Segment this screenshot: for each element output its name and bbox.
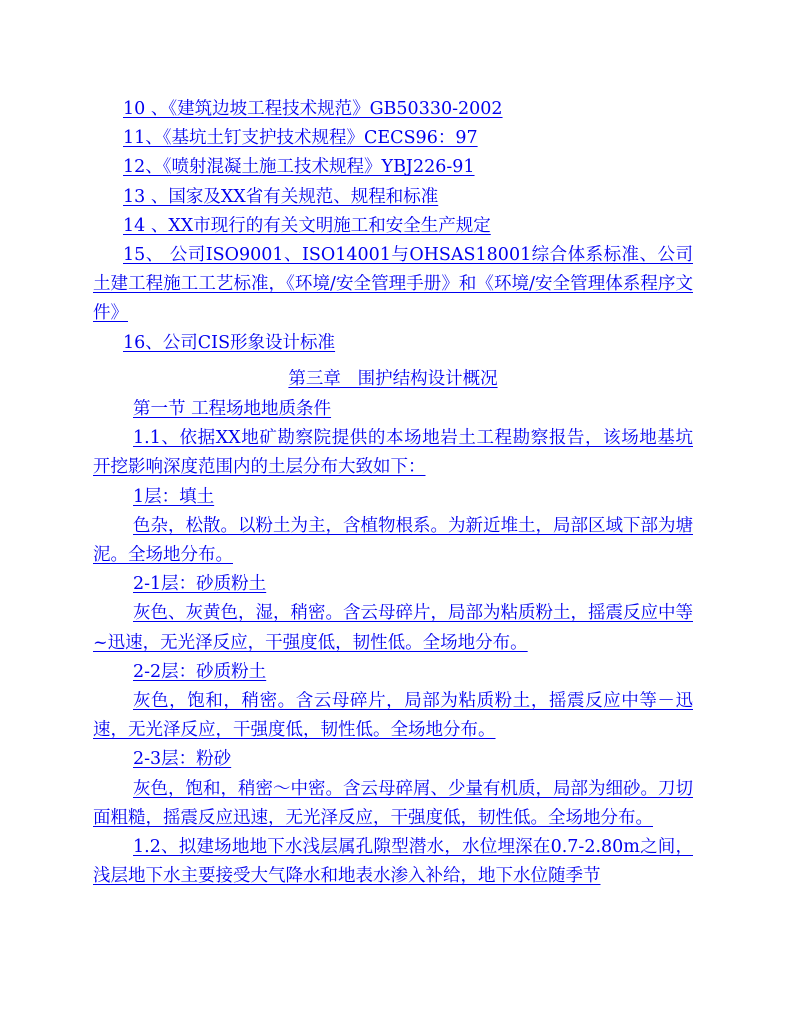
paragraph-1-2: 1.2、拟建场地地下水浅层属孔隙型潜水，水位埋深在0.7-2.80m之间，浅层地下水主要接受大气降水和地表水渗入补给，地下水位随季节 xyxy=(93,837,693,887)
paragraph-1-1: 1.1、依据XX地矿勘察院提供的本场地岩土工程勘察报告，该场地基坑开挖影响深度范围内的土层分布大致如下： xyxy=(93,428,693,478)
layer-description: 灰色，饱和，稍密。含云母碎片，局部为粘质粉土，摇震反应中等－迅速，无光泽反应，干强度低，韧性低。全场地分布。 xyxy=(93,691,693,741)
layer-title: 1层：填土 xyxy=(133,486,215,507)
layer-title: 2-2层：砂质粉土 xyxy=(133,661,267,682)
reference-item-13: 13 、国家及XX省有关规范、规程和标准 xyxy=(123,186,439,207)
layer-description: 色杂，松散。以粉土为主，含植物根系。为新近堆土，局部区域下部为塘泥。全场地分布。 xyxy=(93,515,693,566)
reference-item-16: 16、公司CIS形象设计标准 xyxy=(123,332,336,353)
layer-description: 灰色，饱和，稍密～中密。含云母碎屑、少量有机质，局部为细砂。刀切面粗糙，摇震反应迅速，无光泽反应，干强度低，韧性低。全场地分布。 xyxy=(93,778,693,828)
document-body xyxy=(93,95,693,891)
section-title: 第一节 工程场地地质条件 xyxy=(133,399,332,420)
layer-description: 灰色、灰黄色，湿，稍密。含云母碎片，局部为粘质粉土，摇震反应中等~迅速，无光泽反应，干强度低，韧性低。全场地分布。 xyxy=(93,603,693,653)
reference-item-15: 15、 公司ISO9001、ISO14001与OHSAS18001综合体系标准、公司土建工程施工工艺标准，《环境/安全管理手册》和《环境/安全管理体系程序文件》 xyxy=(93,245,693,324)
reference-item-14: 14 、XX市现行的有关文明施工和安全生产规定 xyxy=(123,215,491,236)
reference-item-12: 12、《喷射混凝土施工技术规程》YBJ226-91 xyxy=(123,157,475,178)
reference-item-11: 11、《基坑土钉支护技术规程》CECS96：97 xyxy=(123,128,478,149)
reference-item-10: 10 、《建筑边坡工程技术规范》GB50330-2002 xyxy=(123,99,503,119)
layer-title: 2-3层：粉砂 xyxy=(133,749,232,770)
layer-title: 2-1层：砂质粉土 xyxy=(133,574,267,595)
chapter-title: 第三章 围护结构设计概况 xyxy=(288,368,498,389)
